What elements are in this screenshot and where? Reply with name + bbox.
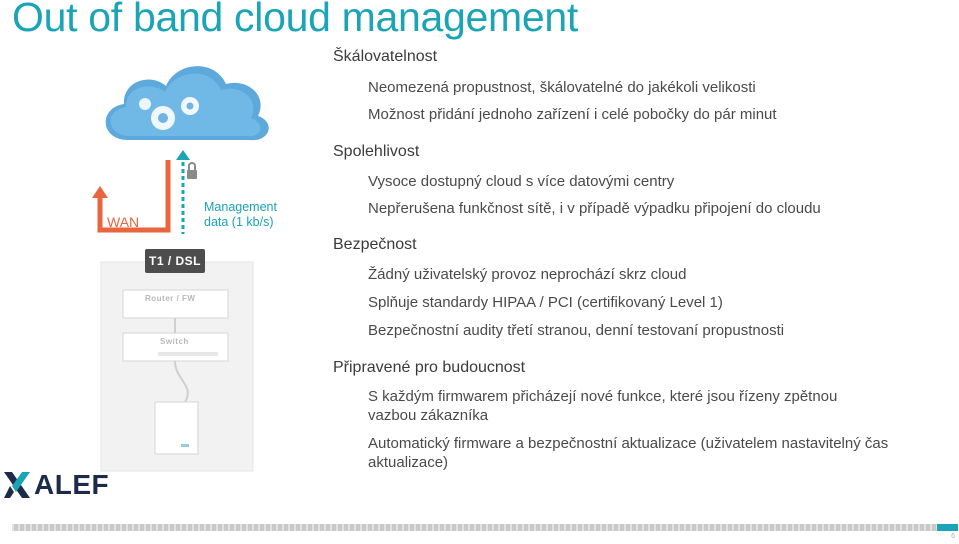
management-label [204, 200, 277, 230]
alef-logo-text: ALEF [34, 469, 110, 500]
section-heading-scalability: Škálovatelnost [333, 48, 438, 65]
cloud-icon [106, 66, 269, 140]
bullet: S každým firmwarem přicházejí nové funkce, které jsou řízeny zpětnou [368, 388, 838, 405]
bullet: Automatický firmware a bezpečnostní aktualizace (uživatelem nastavitelný čas [368, 435, 889, 452]
page-number: 6 [951, 533, 955, 540]
bullet: Vysoce dostupný cloud s více datovými centry [368, 173, 675, 190]
bottom-decorative-bar [12, 524, 958, 531]
bullet-continuation: vazbou zákazníka [368, 407, 489, 424]
bullet: Žádný uživatelský provoz neprochází skrz cloud [368, 266, 687, 283]
lock-icon [187, 163, 197, 179]
bullet: Nepřerušena funkčnost sítě, i v případě výpadku připojení do cloudu [368, 200, 821, 217]
management-label-line2: data (1 kb/s) [204, 215, 274, 229]
alef-logo-icon [4, 472, 34, 498]
management-label-line1: Management [204, 200, 277, 214]
bullet: Bezpečnostní audity třetí stranou, denní testovaní propustnosti [368, 322, 785, 339]
bullet: Možnost přidání jednoho zařízení i celé pobočky do pár minut [368, 106, 777, 123]
t1-dsl-badge: T1 / DSL [145, 249, 205, 273]
bullet: Splňuje standardy HIPAA / PCI (certifikovaný Level 1) [368, 294, 723, 311]
bullet-continuation: aktualizace) [368, 454, 449, 471]
bullet: Neomezená propustnost, škálovatelné do jakékoli velikosti [368, 79, 756, 96]
switch-label: Switch [160, 337, 189, 346]
section-heading-reliability: Spolehlivost [333, 143, 420, 160]
router-label: Router / FW [145, 294, 196, 303]
section-heading-future-ready: Připravené pro budoucnost [333, 359, 526, 376]
wan-label: WAN [107, 214, 140, 230]
section-heading-security: Bezpečnost [333, 236, 417, 253]
page-title: Out of band cloud management [12, 0, 578, 40]
